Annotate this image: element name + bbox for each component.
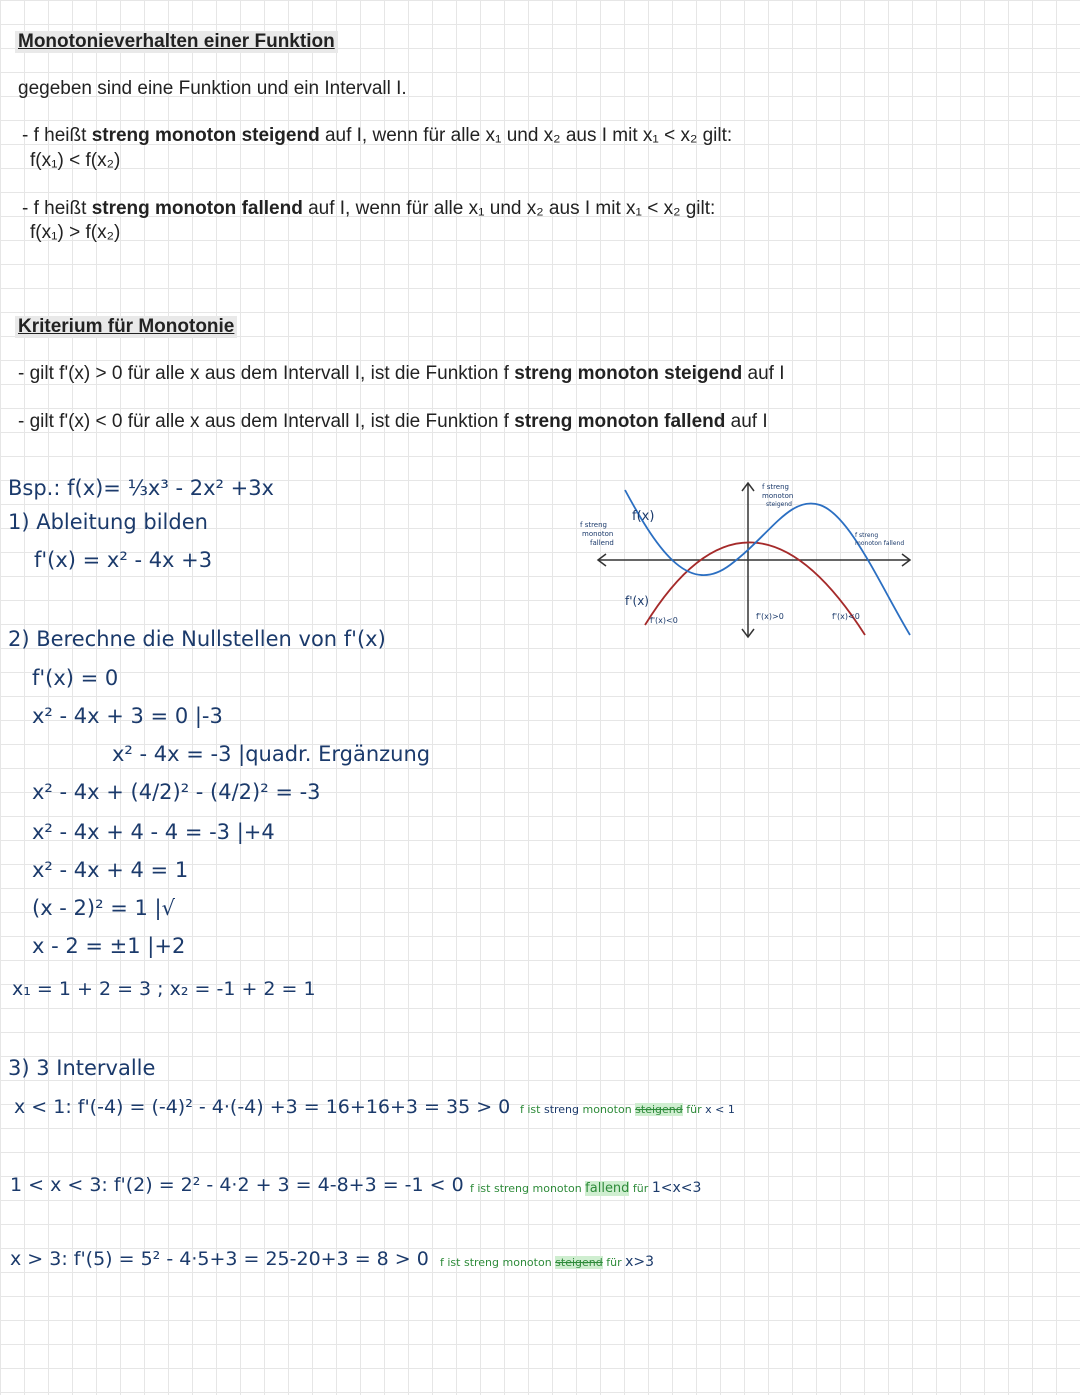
rule-decreasing-pre: - f heißt: [22, 198, 92, 219]
label-top-3: steigend: [766, 501, 792, 508]
criterion-increasing-pre: - gilt f'(x) > 0 für alle x aus dem Intervall I, ist die Funktion f: [18, 363, 515, 384]
criterion-decreasing-bold: streng monoton fallend: [514, 411, 726, 432]
step2-line: x² - 4x = -3 |quadr. Ergänzung: [112, 742, 431, 766]
criterion-decreasing-pre: - gilt f'(x) < 0 für alle x aus dem Intervall I, ist die Funktion f: [18, 411, 515, 432]
interval3-post: für: [602, 1256, 626, 1269]
step2-line: x² - 4x + 4 - 4 = -3 |+4: [32, 820, 275, 844]
section-title-kriterium: Kriterium für Monotonie: [15, 316, 237, 338]
step2-line: f'(x) = 0: [32, 666, 119, 690]
criterion-increasing-bold: streng monoton steigend: [514, 363, 743, 384]
interval1-w1: streng: [543, 1103, 580, 1116]
step2-line: (x - 2)² = 1 |√: [32, 896, 175, 920]
step2-line: x² - 4x + 3 = 0 |-3: [32, 704, 223, 728]
interval3-conclusion: [440, 1254, 654, 1270]
section-title-monotonie: Monotonieverhalten einer Funktion: [15, 31, 338, 53]
label-left-2: monoton: [582, 530, 614, 538]
step2-title: 2) Berechne die Nullstellen von f'(x): [8, 627, 386, 651]
interval1-kind: steigend: [635, 1103, 683, 1116]
interval2-w1: streng: [493, 1182, 530, 1195]
step2-line: x² - 4x + (4/2)² - (4/2)² = -3: [32, 780, 321, 804]
label-left-3: fallend: [590, 539, 614, 547]
fprime-curve: [645, 542, 865, 635]
label-pos: f'(x)>0: [756, 612, 784, 621]
rule-decreasing-condition: f(x₁) > f(x₂): [30, 222, 121, 243]
interval1-conclusion: [520, 1103, 735, 1116]
label-top-1: f streng: [762, 483, 789, 491]
label-neg-1: f'(x)<0: [650, 616, 678, 625]
rule-decreasing-bold: streng monoton fallend: [91, 198, 303, 219]
label-fprime: f'(x): [625, 594, 649, 608]
rule-decreasing-post: auf I, wenn für alle x₁ und x₂ aus I mit x₁ < x₂ gilt:: [302, 198, 716, 219]
interval1-post: für: [682, 1103, 706, 1116]
rule-increasing-post: auf I, wenn für alle x₁ und x₂ aus I mit x₁ < x₂ gilt:: [319, 125, 733, 146]
rule-increasing: [22, 125, 732, 147]
interval3-kind: steigend: [555, 1256, 603, 1269]
step2-roots: x₁ = 1 + 2 = 3 ; x₂ = -1 + 2 = 1: [12, 978, 316, 1000]
step3-title: 3) 3 Intervalle: [8, 1056, 156, 1080]
rule-decreasing: [22, 198, 715, 220]
rule-increasing-bold: streng monoton steigend: [91, 125, 320, 146]
criterion-decreasing-post: auf I: [725, 411, 768, 432]
criterion-increasing: [18, 363, 785, 385]
interval2-conclusion: [470, 1180, 701, 1196]
interval2-pre: f ist: [470, 1182, 494, 1195]
interval1-calc: x < 1: f'(-4) = (-4)² - 4·(-4) +3 = 16+16+3 = 35 > 0: [14, 1096, 511, 1118]
interval3-calc: x > 3: f'(5) = 5² - 4·5+3 = 25-20+3 = 8 > 0: [10, 1248, 429, 1270]
intro-text: gegeben sind eine Funktion und ein Intervall I.: [18, 78, 407, 99]
interval2-range: 1<x<3: [651, 1180, 702, 1196]
interval3-pre: f ist: [440, 1256, 464, 1269]
criterion-increasing-post: auf I: [742, 363, 785, 384]
label-f: f(x): [632, 509, 655, 524]
label-left-1: f streng: [580, 521, 607, 529]
interval2-w2: monoton: [529, 1182, 586, 1195]
interval3-w1: streng: [463, 1256, 500, 1269]
criterion-decreasing: [18, 411, 768, 433]
rule-increasing-pre: - f heißt: [22, 125, 92, 146]
interval2-calc: 1 < x < 3: f'(2) = 2² - 4·2 + 3 = 4-8+3 = -1 < 0: [10, 1174, 464, 1196]
interval3-range: x>3: [625, 1254, 655, 1270]
label-top-2: monoton: [762, 492, 794, 500]
step1-title: 1) Ableitung bilden: [8, 510, 208, 534]
step2-line: x - 2 = ±1 |+2: [32, 934, 186, 958]
step1-result: f'(x) = x² - 4x +3: [34, 548, 213, 572]
rule-increasing-condition: f(x₁) < f(x₂): [30, 150, 121, 171]
interval1-range: x < 1: [705, 1103, 735, 1116]
label-right-1: f streng: [855, 532, 879, 539]
step2-line: x² - 4x + 4 = 1: [32, 858, 189, 882]
label-right-2: monoton fallend: [855, 540, 905, 547]
interval3-w2: monoton: [499, 1256, 556, 1269]
interval1-pre: f ist: [520, 1103, 544, 1116]
interval2-kind: fallend: [585, 1181, 630, 1196]
example-function: Bsp.: f(x)= ⅓x³ - 2x² +3x: [8, 476, 274, 500]
interval1-w2: monoton: [579, 1103, 636, 1116]
interval2-post: für: [629, 1182, 652, 1195]
label-neg-2: f'(x)<0: [832, 612, 860, 621]
function-sketch: [570, 475, 920, 645]
